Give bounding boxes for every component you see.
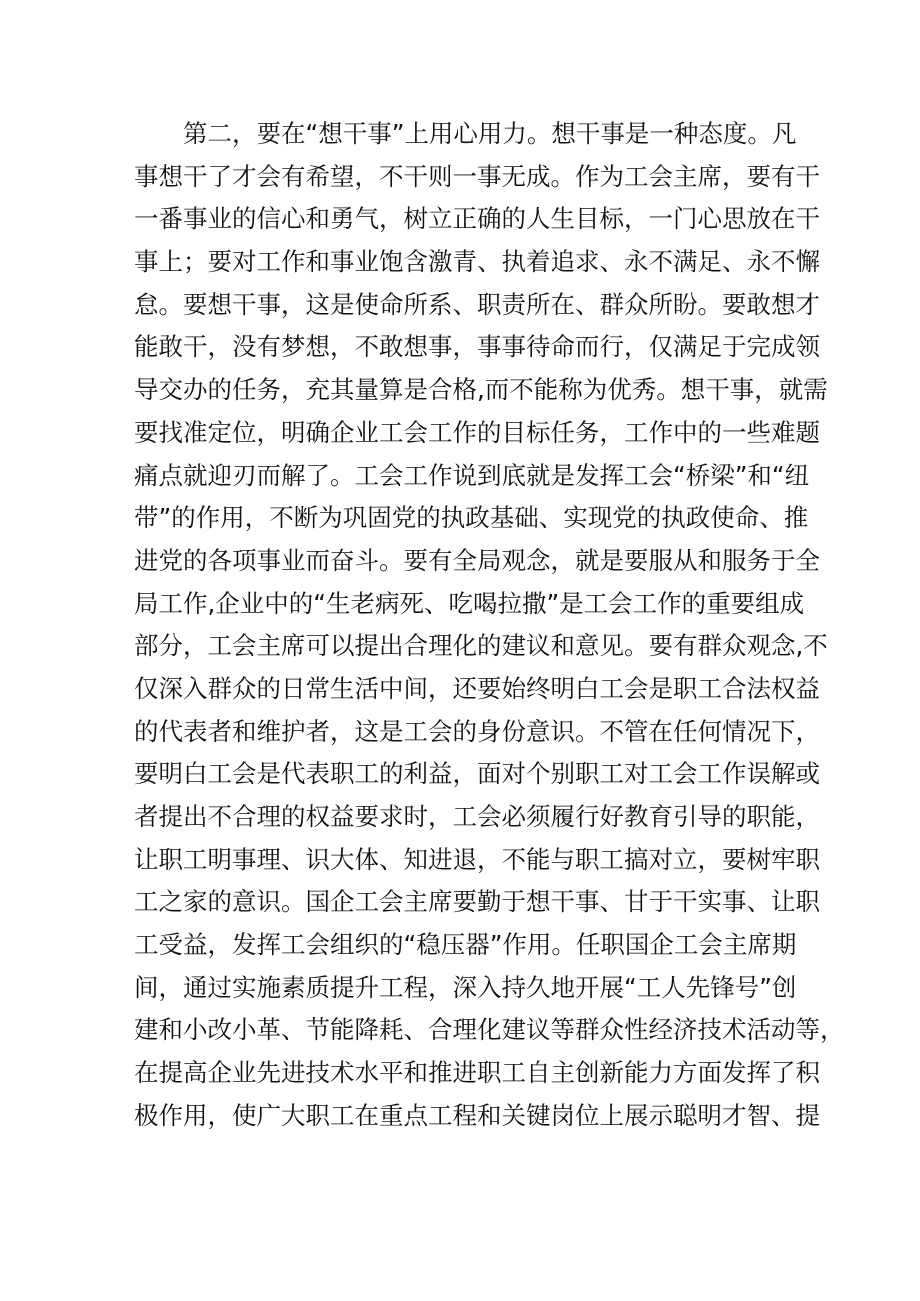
paragraph-line: 的代表者和维护者，这是工会的身份意识。不管在任何情况下， bbox=[134, 716, 820, 746]
paragraph-line: 仅深入群众的日常生活中间，还要始终明白工会是职工合法权益 bbox=[134, 673, 820, 703]
paragraph-line: 间，通过实施素质提升工程，深入持久地开展“工人先锋号”创 bbox=[134, 972, 797, 1002]
paragraph-line: 带”的作用，不断为巩固党的执政基础、实现党的执政使命、推 bbox=[134, 503, 809, 533]
paragraph-line: 能敢干，没有梦想，不敢想事，事事待命而行，仅满足于完成领 bbox=[134, 332, 820, 362]
paragraph-line: 在提高企业先进技术水平和推进职工自主创新能力方面发挥了积 bbox=[134, 1058, 820, 1088]
paragraph-line: 部分，工会主席可以提出合理化的建议和意见。要有群众观念,不 bbox=[134, 631, 828, 661]
paragraph-line: 第二，要在“想干事”上用心用力。想干事是一种态度。凡 bbox=[183, 119, 797, 148]
paragraph-line: 者提出不合理的权益要求时，工会必须履行好教育引导的职能， bbox=[134, 802, 820, 831]
paragraph-line: 要明白工会是代表职工的利益，面对个别职工对工会工作误解或 bbox=[134, 759, 820, 789]
paragraph-line: 极作用，使广大职工在重点工程和关键岗位上展示聪明才智、提 bbox=[134, 1100, 820, 1130]
paragraph-line: 痛点就迎刃而解了。工会工作说到底就是发挥工会“桥梁”和“纽 bbox=[134, 460, 810, 490]
paragraph-line: 工受益，发挥工会组织的“稳压器”作用。任职国企工会主席期 bbox=[134, 930, 797, 960]
paragraph-line: 事想干了才会有希望，不干则一事无成。作为工会主席，要有干 bbox=[134, 161, 820, 191]
paragraph-line: 一番事业的信心和勇气，树立正确的人生目标，一门心思放在干 bbox=[134, 204, 820, 234]
paragraph-line: 要找准定位，明确企业工会工作的目标任务，工作中的一些难题 bbox=[134, 417, 820, 447]
paragraph-line: 进党的各项事业而奋斗。要有全局观念，就是要服从和服务于全 bbox=[134, 545, 820, 575]
paragraph-line: 建和小改小革、节能降耗、合理化建议等群众性经济技术活动等， bbox=[134, 1015, 845, 1045]
paragraph-line: 事上；要对工作和事业饱含激青、执着追求、永不满足、永不懈 bbox=[134, 247, 820, 277]
paragraph-line: 导交办的任务，充其量算是合格,而不能称为优秀。想干事，就需 bbox=[134, 375, 828, 405]
paragraph-line: 让职工明事理、识大体、知进退，不能与职工搞对立，要树牢职 bbox=[134, 844, 820, 874]
body-paragraph bbox=[134, 113, 845, 1138]
paragraph-line: 局工作,企业中的“生老病死、吃喝拉撒”是工会工作的重要组成 bbox=[134, 588, 805, 618]
paragraph-line: 工之家的意识。国企工会主席要勤于想干事、甘于干实事、让职 bbox=[134, 887, 820, 917]
paragraph-line: 怠。要想干事，这是使命所系、职责所在、群众所盼。要敢想才 bbox=[134, 289, 820, 319]
